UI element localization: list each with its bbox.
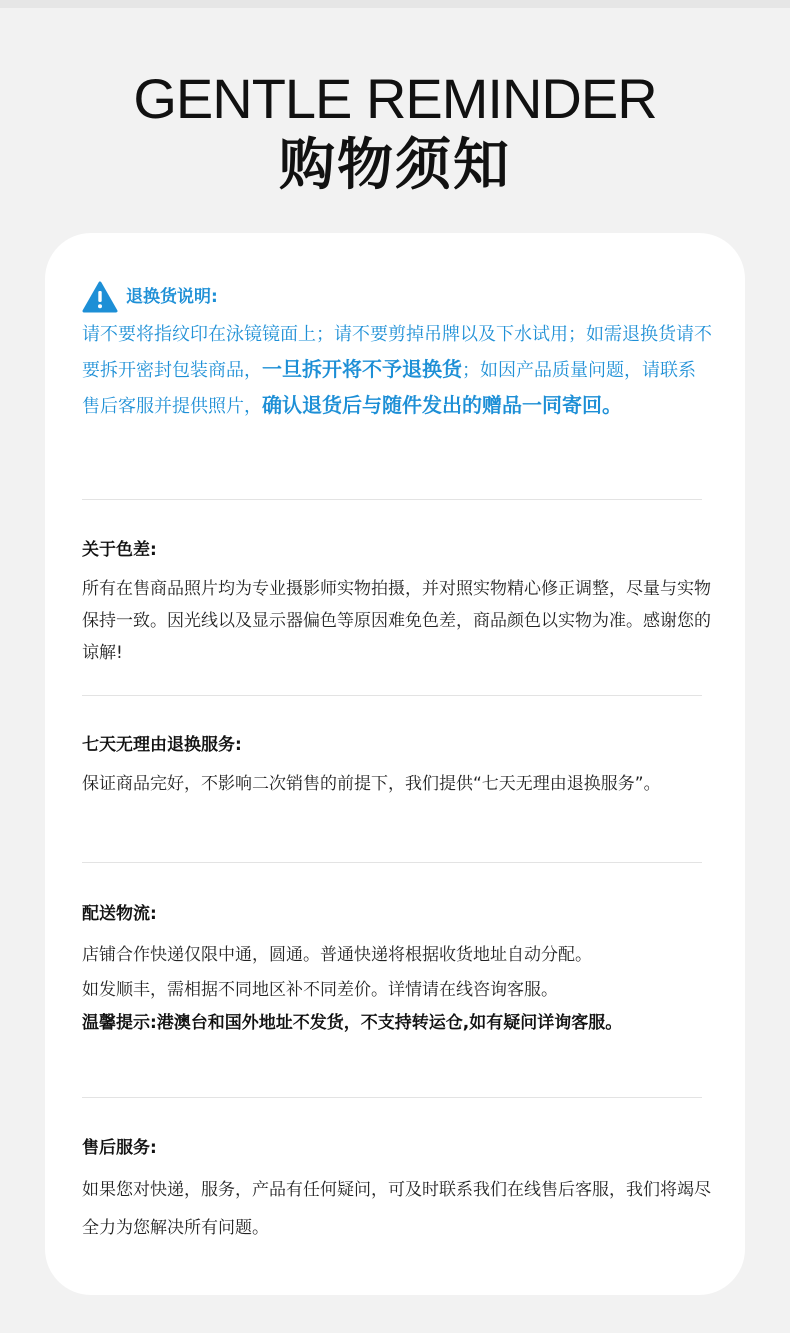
return-policy-text-1: 请不要将指纹印在泳镜镜面上；请不要剪掉吊牌以及下水试用；如需退换货请不要拆开密封包装商品， bbox=[82, 324, 712, 381]
color-diff-heading: 关于色差: bbox=[82, 540, 157, 560]
shipping-line-2: 如发顺丰，需相据不同地区补不同差价。详情请在线咨询客服。 bbox=[82, 980, 558, 1000]
divider bbox=[82, 499, 702, 500]
shipping-line-1: 店铺合作快递仅限中通，圆通。普通快递将根据收货地址自动分配。 bbox=[82, 945, 592, 965]
shipping-notice: 温馨提示:港澳台和国外地址不发货，不支持转运仓,如有疑问详询客服。 bbox=[82, 1013, 623, 1033]
seven-day-body: 保证商品完好，不影响二次销售的前提下，我们提供“七天无理由退换服务”。 bbox=[82, 774, 661, 794]
return-policy-text-2: ；如因产品质量问题，请联系售后客服并提供照片， bbox=[82, 360, 696, 417]
seven-day-heading: 七天无理由退换服务: bbox=[82, 735, 242, 755]
color-diff-body: 所有在售商品照片均为专业摄影师实物拍摄，并对照实物精心修正调整，尽量与实物保持一致。因光线以及显示器偏色等原因难免色差，商品颜色以实物为准。感谢您的谅解! bbox=[82, 579, 711, 663]
notice-card bbox=[45, 233, 745, 1295]
after-sales-section bbox=[82, 1135, 712, 1247]
warning-icon bbox=[82, 281, 118, 313]
return-policy-highlight-2: 确认退货后与随件发出的赠品一同寄回。 bbox=[262, 393, 622, 417]
return-policy-highlight-1: 一旦拆开将不予退换货 bbox=[262, 357, 462, 381]
page-title-cn: 购物须知 bbox=[279, 133, 511, 198]
return-policy-header bbox=[82, 281, 712, 313]
seven-day-section bbox=[82, 732, 712, 800]
divider bbox=[82, 862, 702, 863]
shipping-heading: 配送物流: bbox=[82, 904, 157, 924]
divider bbox=[82, 1097, 702, 1098]
after-sales-heading: 售后服务: bbox=[82, 1138, 157, 1158]
color-diff-section bbox=[82, 537, 712, 669]
return-policy-body bbox=[82, 317, 712, 424]
after-sales-body: 如果您对快递，服务，产品有任何疑问，可及时联系我们在线售后客服，我们将竭尽全力为您解决所有问题。 bbox=[82, 1180, 711, 1238]
page-title-en: GENTLE REMINDER bbox=[133, 67, 657, 130]
divider bbox=[82, 695, 702, 696]
return-policy-section bbox=[82, 281, 712, 424]
top-stripe bbox=[0, 0, 790, 8]
shipping-section bbox=[82, 901, 712, 1039]
return-policy-heading: 退换货说明: bbox=[126, 287, 218, 307]
